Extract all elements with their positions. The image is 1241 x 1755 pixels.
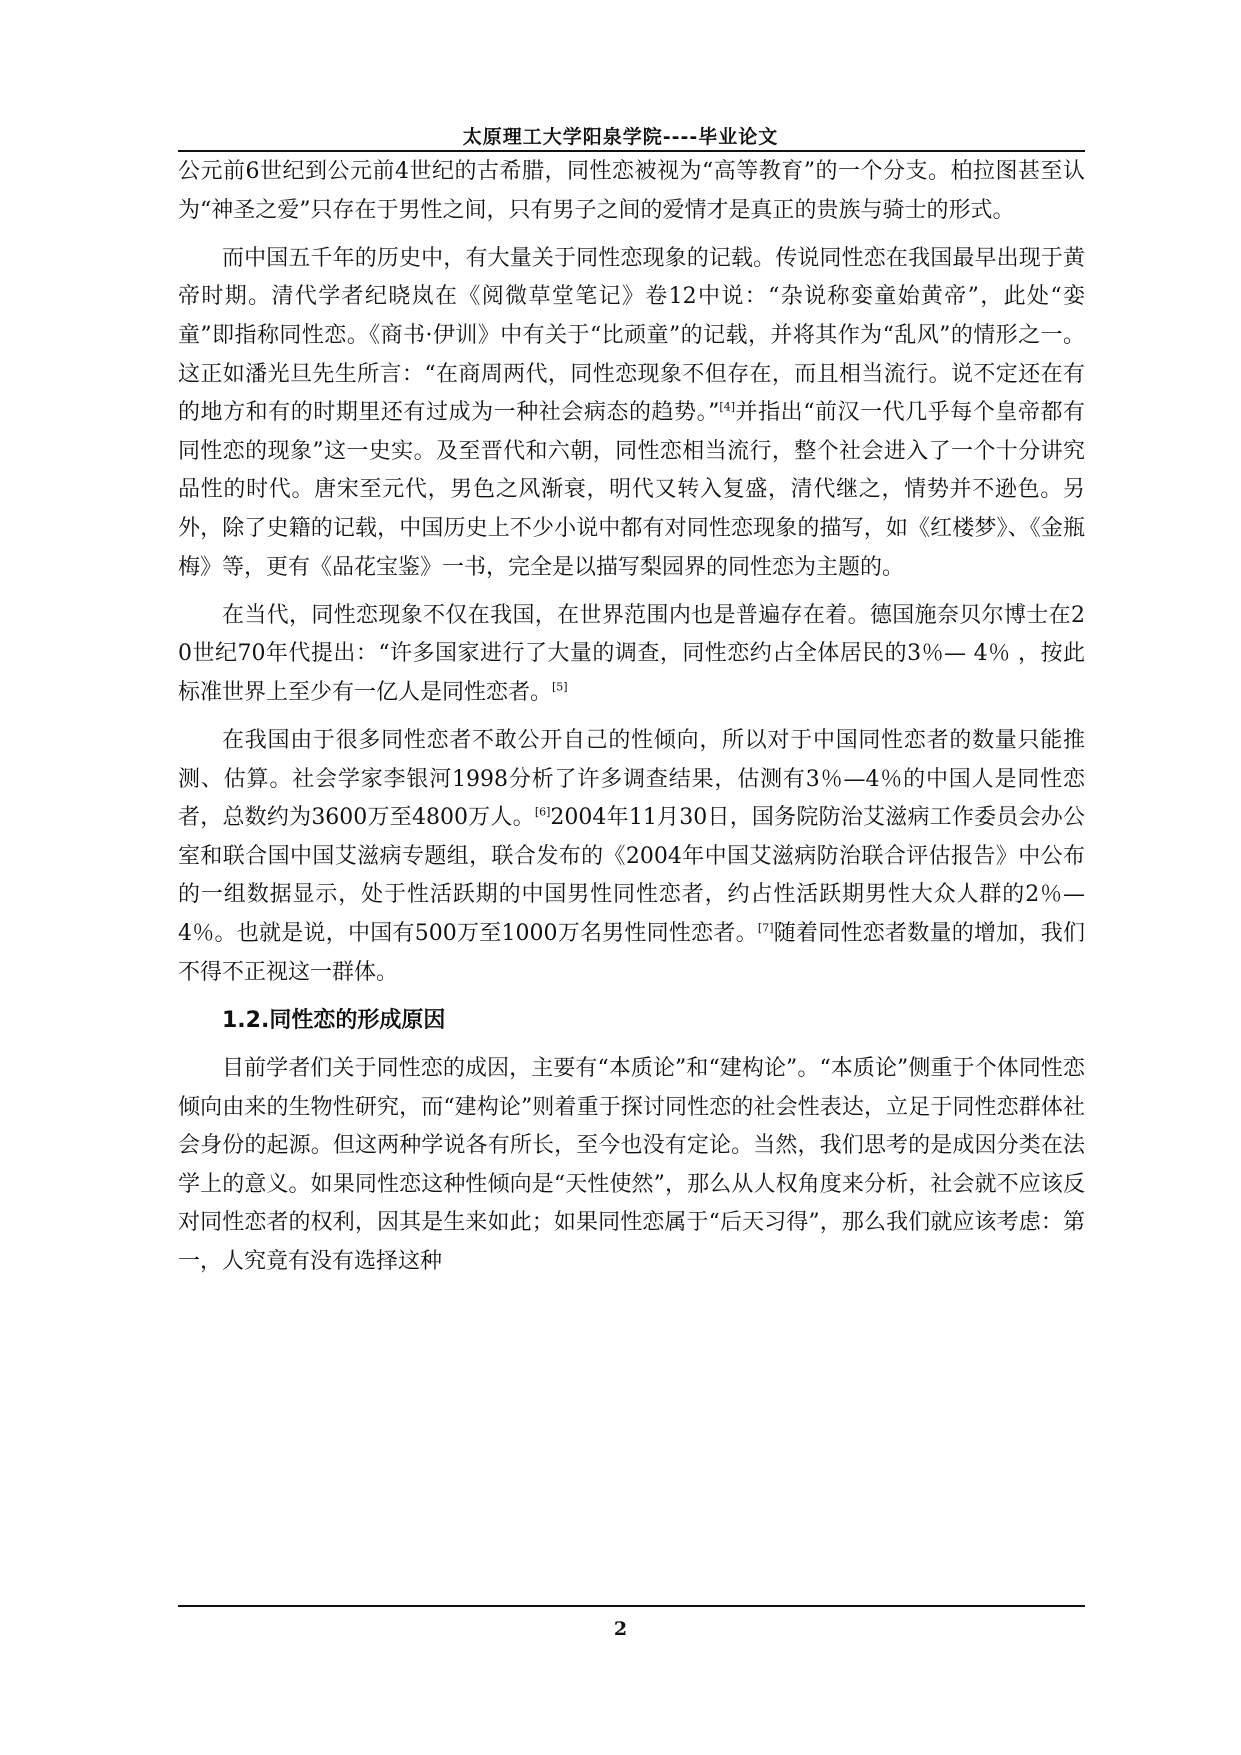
- paragraph-greece: [178, 153, 1085, 230]
- citation-7: [7]: [757, 921, 774, 935]
- paragraph-causes: [178, 1050, 1085, 1282]
- paragraph-text: 随着同性恋者数量的增加，我们不得不正视这一群体。: [178, 921, 1085, 985]
- paragraph-china-statistics: [178, 722, 1085, 992]
- paragraph-text: 并指出“前汉一代几乎每个皇帝都有同性恋的现象”这一史实。及至晋代和六朝，同性恋相当流行，整个社会进入了一个十分讲究品性的时代。唐宋至元代，男色之风渐衰，明代又转入复盛，清代继之，情势并不逊色。另外，除了史籍的记载，中国历史上不少小说中都有对同性恋现象的描写，如《红楼梦》、《金瓶梅》等，更有《品花宝鉴》一书，完全是以描写梨园界的同性恋为主题的。: [178, 400, 1086, 580]
- paragraph-contemporary: [178, 597, 1085, 713]
- running-header: 太原理工大学阳泉学院----毕业论文: [462, 126, 779, 148]
- paragraph-text: 而中国五千年的历史中，有大量关于同性恋现象的记载。传说同性恋在我国最早出现于黄帝时期。清代学者纪晓岚在《阅微草堂笔记》卷12中说：“杂说称娈童始黄帝”，此处“娈童”即指称同性恋。《商书·伊训》中有关于“比顽童”的记载，并将其作为“乱风”的情形之一。这正如潘光旦先生所言：“在商周两代，同性恋现象不但存在，而且相当流行。说不定还在有的地方和有的时期里还有过成为一种社会病态的趋势。”: [178, 245, 1085, 426]
- footer-rule: [178, 1605, 1085, 1607]
- citation-5: [5]: [552, 680, 568, 694]
- paragraph-text: 目前学者们关于同性恋的成因，主要有“本质论”和“建构论”。“本质论”侧重于个体同性恋倾向由来的生物性研究，而“建构论”则着重于探讨同性恋的社会性表达，立足于同性恋群体社会身份的起源。但这两种学说各有所长，至今也没有定论。当然，我们思考的是成因分类在法学上的意义。如果同性恋这种性倾向是“天性使然”，那么从人权角度来分析，社会就不应该反对同性恋者的权利，因其是生来如此；如果同性恋属于“后天习得”，那么我们就应该考虑：第一，人究竟有没有选择这种: [178, 1056, 1085, 1274]
- section-heading: 1.2.同性恋的形成原因: [222, 1007, 446, 1033]
- page-number: 2: [613, 1618, 628, 1640]
- paragraph-text: 2004年11月30日，国务院防治艾滋病工作委员会办公室和联合国中国艾滋病专题组，联合发布的《2004年中国艾滋病防治联合评估报告》中公布的一组数据显示，处于性活跃期的中国男性同性恋者，约占性活跃期男性大众人群的2％—4％。也就是说，中国有500万至1000万名男性同性恋者。: [178, 805, 1085, 947]
- citation-6: [6]: [534, 805, 551, 819]
- paragraph-text: 在我国由于很多同性恋者不敢公开自己的性倾向，所以对于中国同性恋者的数量只能推测、估算。社会学家李银河1998分析了许多调查结果，估测有3％—4％的中国人是同性恋者，总数约为3600万至4800万人。: [178, 728, 1085, 831]
- header-rule: [178, 150, 1085, 152]
- citation-4: [4]: [719, 400, 735, 414]
- paragraph-text: 在当代，同性恋现象不仅在我国，在世界范围内也是普遍存在着。德国施奈贝尔博士在20世纪70年代提出：“许多国家进行了大量的调查，同性恋约占全体居民的3％— 4％ ，按此标准世界上至少有一亿人是同性恋者。: [178, 602, 1085, 705]
- body-text: [178, 153, 1085, 1291]
- paragraph-text: 公元前6世纪到公元前4世纪的古希腊，同性恋被视为“高等教育”的一个分支。柏拉图甚至认为“神圣之爱”只存在于男性之间，只有男子之间的爱情才是真正的贵族与骑士的形式。: [178, 159, 1085, 223]
- paragraph-china-history: [178, 240, 1085, 587]
